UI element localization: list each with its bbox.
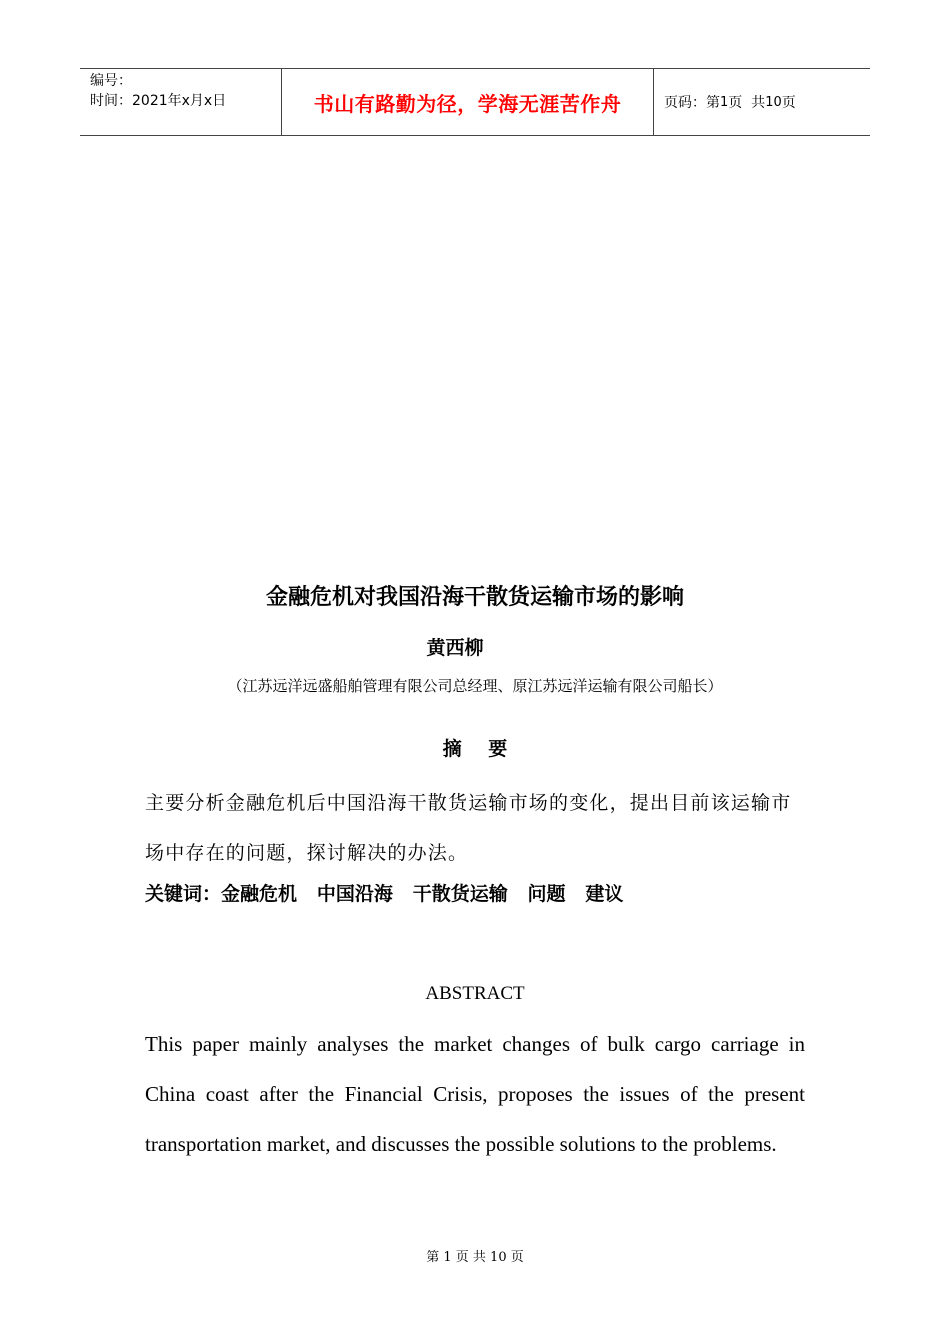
page-current: 1 <box>720 94 729 110</box>
article-author: 黄西柳 <box>426 637 484 659</box>
article-title: 金融危机对我国沿海干散货运输市场的影响 <box>265 584 684 610</box>
abstract-text: 主要分析金融危机后中国沿海干散货运输市场的变化，提出目前该运输市场中存在的问题，探讨解决的办法。 <box>145 792 792 864</box>
english-abstract-heading: ABSTRACT <box>425 983 525 1004</box>
page-end: 页 <box>781 95 796 111</box>
header-meta <box>80 69 281 135</box>
page-label: 页码：第 <box>664 95 720 111</box>
keywords: 关键词：金融危机 中国沿海 干散货运输 问题 建议 <box>145 883 624 905</box>
english-abstract-text: This paper mainly analyses the market changes of bulk cargo carriage in China coast after the Financial Crisis, proposes the issues of the present transportation market, and discusses the possible solutions to the problems. <box>145 1032 805 1156</box>
abstract-heading: 摘 要 <box>442 738 508 760</box>
document-number-label: 编号： <box>90 73 132 89</box>
page-mid: 页 共 <box>728 95 766 111</box>
header-motto-cell <box>281 69 654 135</box>
header-page-info <box>654 69 870 135</box>
header-motto: 书山有路勤为径，学海无涯苦作舟 <box>313 91 622 116</box>
author-affiliation: （江苏远洋远盛船舶管理有限公司总经理、原江苏远洋运输有限公司船长） <box>227 677 723 695</box>
document-header <box>80 68 870 136</box>
page-total: 10 <box>765 94 782 110</box>
page-footer: 第 1 页 共 10 页 <box>426 1250 524 1265</box>
document-time: 时间：2021年x月x日 <box>90 93 227 109</box>
